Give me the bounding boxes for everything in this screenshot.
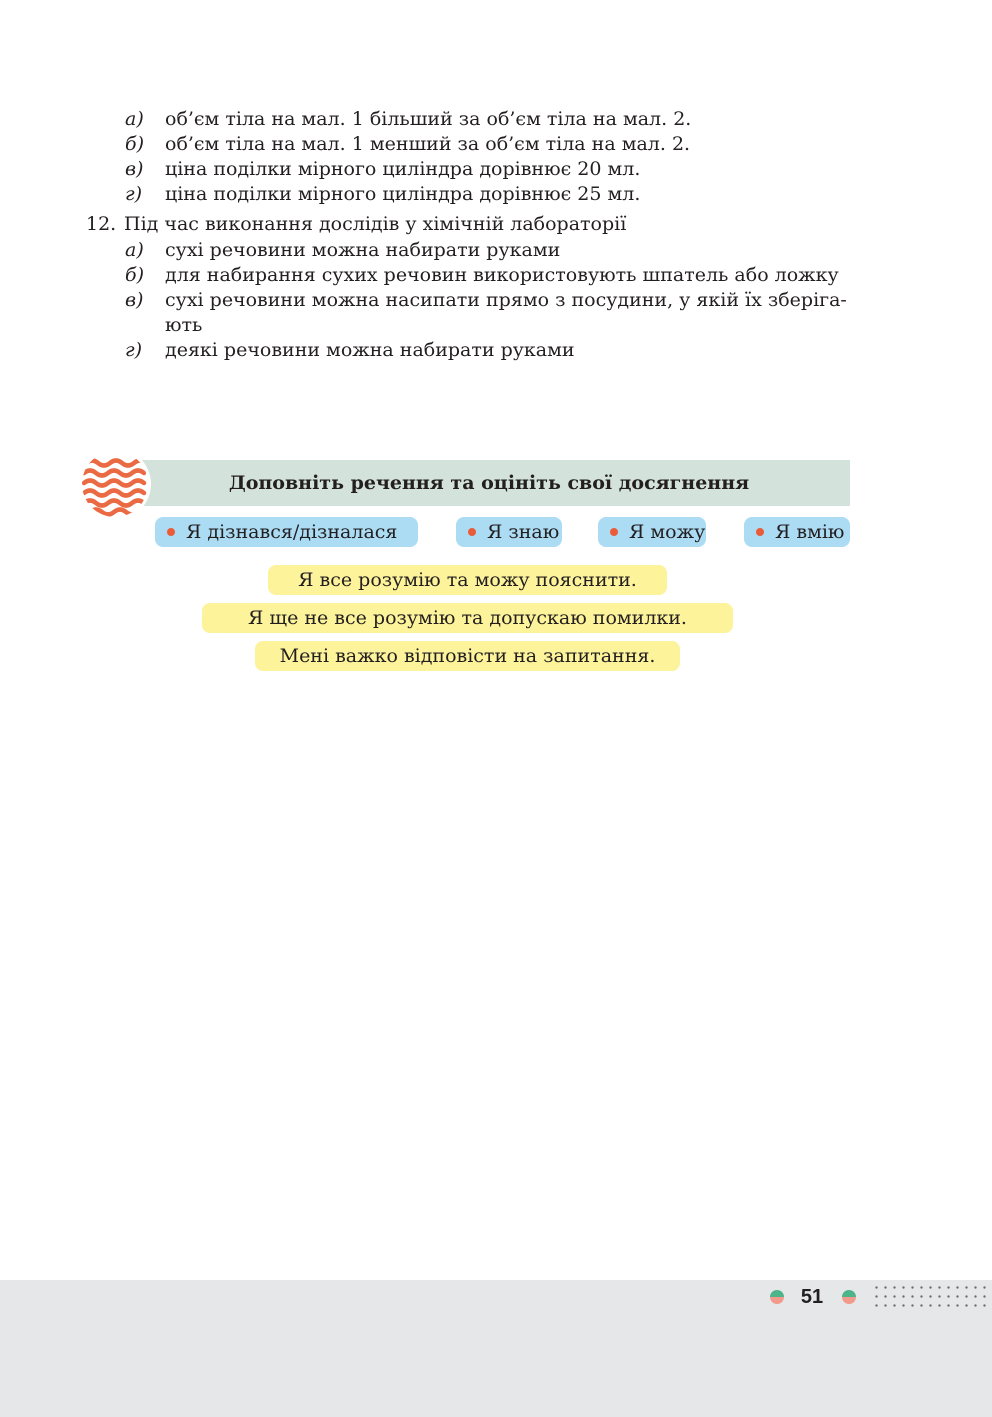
bullet-dot-icon xyxy=(610,528,618,536)
reflection-title: Доповніть речення та оцініть свої досягнення xyxy=(228,472,750,494)
statement-understand: Я все розумію та можу пояснити. xyxy=(268,565,667,595)
two-tone-dot-icon xyxy=(770,1290,784,1304)
pill-able xyxy=(744,517,850,547)
statement-mistakes: Я ще не все розумію та допускаю помилки. xyxy=(202,603,733,633)
bullet-dot-icon xyxy=(468,528,476,536)
option-text: ціна поділки мірного циліндра дорівнює 20 мл. xyxy=(165,158,641,180)
option-text: об’єм тіла на мал. 1 менший за об’єм тіла на мал. 2. xyxy=(165,133,691,155)
pill-know xyxy=(456,517,562,547)
option-letter: г) xyxy=(125,183,143,205)
pill-label: Я вмію xyxy=(775,521,845,543)
question-number: 12. xyxy=(86,213,117,235)
bullet-dot-icon xyxy=(167,528,175,536)
option-letter: а) xyxy=(125,239,144,261)
option-letter: в) xyxy=(125,158,144,180)
option-text: сухі речовини можна набирати руками xyxy=(165,239,561,261)
pill-label: Я можу xyxy=(629,521,706,543)
page-number: 51 xyxy=(800,1286,824,1308)
reflection-banner xyxy=(128,460,850,508)
pill-learned xyxy=(155,517,418,547)
option-text: ціна поділки мірного циліндра дорівнює 25 мл. xyxy=(165,183,641,205)
question-text: Під час виконання дослідів у хімічній лабораторії xyxy=(124,213,627,235)
q12-option-v-continuation xyxy=(165,313,202,338)
option-letter: б) xyxy=(125,264,145,286)
pill-label: Я знаю xyxy=(487,521,560,543)
option-letter: а) xyxy=(125,108,144,130)
option-letter: б) xyxy=(125,133,145,155)
option-text: об’єм тіла на мал. 1 більший за об’єм тіла на мал. 2. xyxy=(165,108,692,130)
option-text: для набирання сухих речовин використовують шпатель або ложку xyxy=(165,264,839,286)
statement-difficult: Мені важко відповісти на запитання. xyxy=(255,641,680,671)
option-letter: в) xyxy=(125,289,144,311)
option-text-continuation: ють xyxy=(165,314,203,336)
dot-grid-decoration xyxy=(872,1283,992,1309)
two-tone-dot-icon xyxy=(842,1290,856,1304)
option-text: сухі речовини можна насипати прямо з посудини, у якій їх зберіга- xyxy=(165,289,847,311)
orange-waves-icon xyxy=(82,451,148,517)
bullet-dot-icon xyxy=(756,528,764,536)
question-12 xyxy=(86,212,626,237)
pill-label: Я дізнався/дізналася xyxy=(186,521,398,543)
pill-can xyxy=(598,517,706,547)
option-text: деякі речовини можна набирати руками xyxy=(165,339,575,361)
option-letter: г) xyxy=(125,339,143,361)
